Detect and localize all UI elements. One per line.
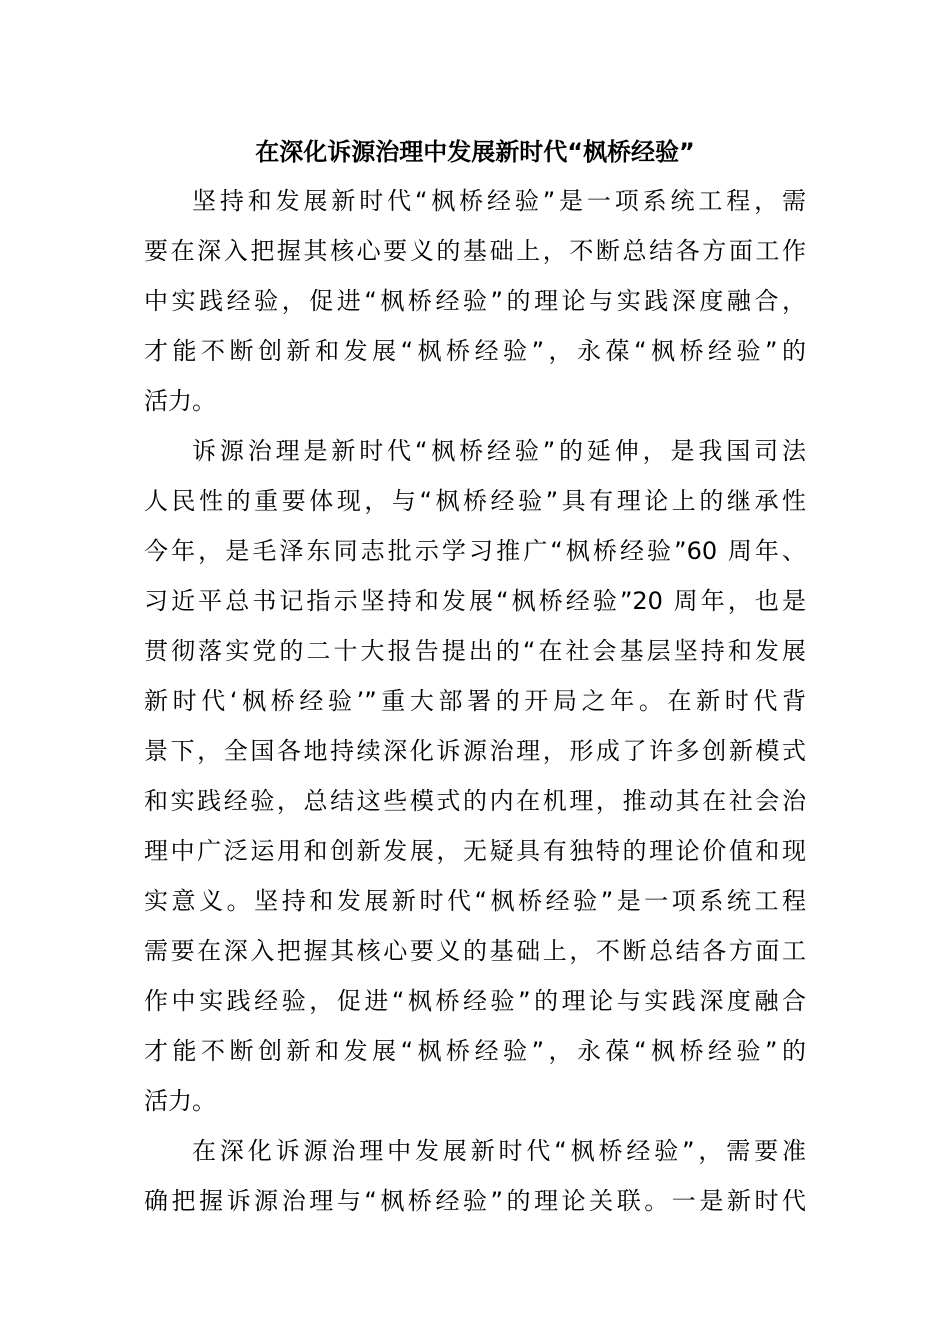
text-line: 才能不断创新和发展“枫桥经验”，永葆“枫桥经验”的: [144, 337, 806, 365]
text-line: 坚持和发展新时代“枫桥经验”是一项系统工程，需: [192, 187, 806, 215]
text-line: 活力。: [144, 1087, 216, 1115]
document-title: 在深化诉源治理中发展新时代“枫桥经验”: [255, 138, 695, 166]
text-line: 在深化诉源治理中发展新时代“枫桥经验”，需要准: [192, 1137, 806, 1165]
text-line: 活力。: [144, 387, 216, 415]
text-line: 理中广泛运用和创新发展，无疑具有独特的理论价值和现: [144, 837, 806, 865]
text-line: 确把握诉源治理与“枫桥经验”的理论关联。一是新时代: [144, 1187, 806, 1215]
text-line: 中实践经验，促进“枫桥经验”的理论与实践深度融合，: [144, 287, 806, 315]
text-line: 贯彻落实党的二十大报告提出的“在社会基层坚持和发展: [144, 637, 806, 665]
text-line: 需要在深入把握其核心要义的基础上，不断总结各方面工: [144, 937, 806, 965]
text-line: 和实践经验，总结这些模式的内在机理，推动其在社会治: [144, 787, 806, 815]
text-line: 要在深入把握其核心要义的基础上，不断总结各方面工作: [144, 237, 806, 265]
text-line: 作中实践经验，促进“枫桥经验”的理论与实践深度融合: [144, 987, 806, 1015]
text-line: 才能不断创新和发展“枫桥经验”，永葆“枫桥经验”的: [144, 1037, 806, 1065]
text-line: 新时代‘枫桥经验’”重大部署的开局之年。在新时代背: [144, 687, 806, 715]
text-line: 实意义。坚持和发展新时代“枫桥经验”是一项系统工程: [144, 887, 806, 915]
text-line: 诉源治理是新时代“枫桥经验”的延伸，是我国司法: [192, 437, 806, 465]
text-line: 习近平总书记指示坚持和发展“枫桥经验”20 周年，也是: [144, 587, 806, 615]
text-line: 今年，是毛泽东同志批示学习推广“枫桥经验”60 周年、: [144, 537, 806, 565]
text-line: 景下，全国各地持续深化诉源治理，形成了许多创新模式: [144, 737, 806, 765]
text-line: 人民性的重要体现，与“枫桥经验”具有理论上的继承性: [144, 487, 806, 515]
